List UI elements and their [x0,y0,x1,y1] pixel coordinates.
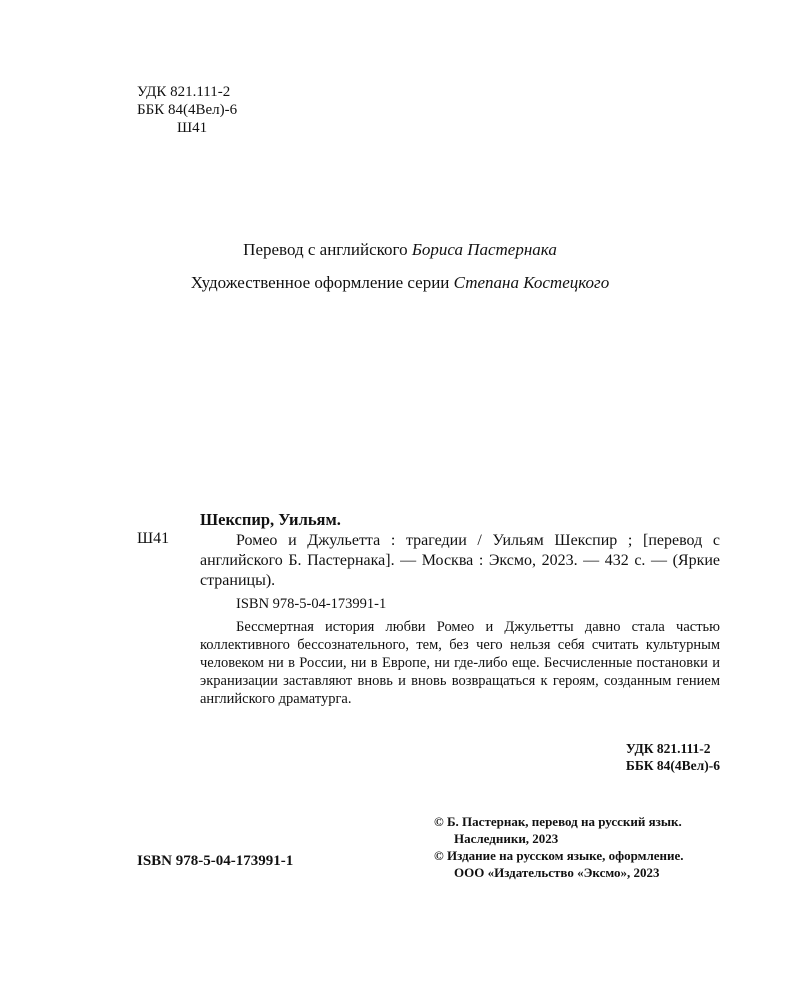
bottom-udk-code: УДК 821.111-2 [625,741,711,756]
author-sign: Ш41 [177,120,208,136]
translator-name: Бориса Пастернака [411,240,557,259]
catalog-isbn: ISBN 978-5-04-173991-1 [236,596,387,612]
udk-code: УДК 821.111-2 [137,84,231,100]
design-prefix: Художественное оформление серии [190,273,454,292]
bottom-classification-codes [626,740,720,774]
annotation: Бессмертная история любви Ромео и Джульетты давно стала частью коллективного бессознательного, тем, без чего нельзя себя считать культурным человеком ни в России, ни в Европе, ни где-либо еще. Бесчисленные постановки и экранизации заставляют вновь и вновь возвращаться к героям, созданным гением английского драматурга. [200,619,720,707]
top-classification-codes [137,83,237,137]
copyright-edition-holder: ООО «Издательство «Эксмо», 2023 [454,865,660,880]
copyright-block [434,813,684,881]
design-credit [0,273,800,293]
catalog-description: Ромео и Джульетта : трагедии / Уильям Шекспир ; [перевод с английского Б. Пастернака]. — Москва : Эксмо, 2023. — 432 с. — (Яркие страницы). [200,532,720,589]
catalog-author: Шекспир, Уильям. [200,510,341,529]
bbk-code: ББК 84(4Вел)-6 [137,102,238,118]
designer-name: Степана Костецкого [453,273,610,292]
copyright-edition: © Издание на русском языке, оформление. [434,848,684,863]
translation-credit [0,240,800,260]
catalog-author-sign: Ш41 [137,530,170,547]
copyright-translation: © Б. Пастернак, перевод на русский язык. [434,814,682,829]
bottom-bbk-code: ББК 84(4Вел)-6 [625,758,720,773]
translation-prefix: Перевод с английского [243,240,412,259]
catalog-card [200,510,720,591]
copyright-translation-holder: Наследники, 2023 [454,831,559,846]
isbn-bottom: ISBN 978-5-04-173991-1 [137,853,294,869]
